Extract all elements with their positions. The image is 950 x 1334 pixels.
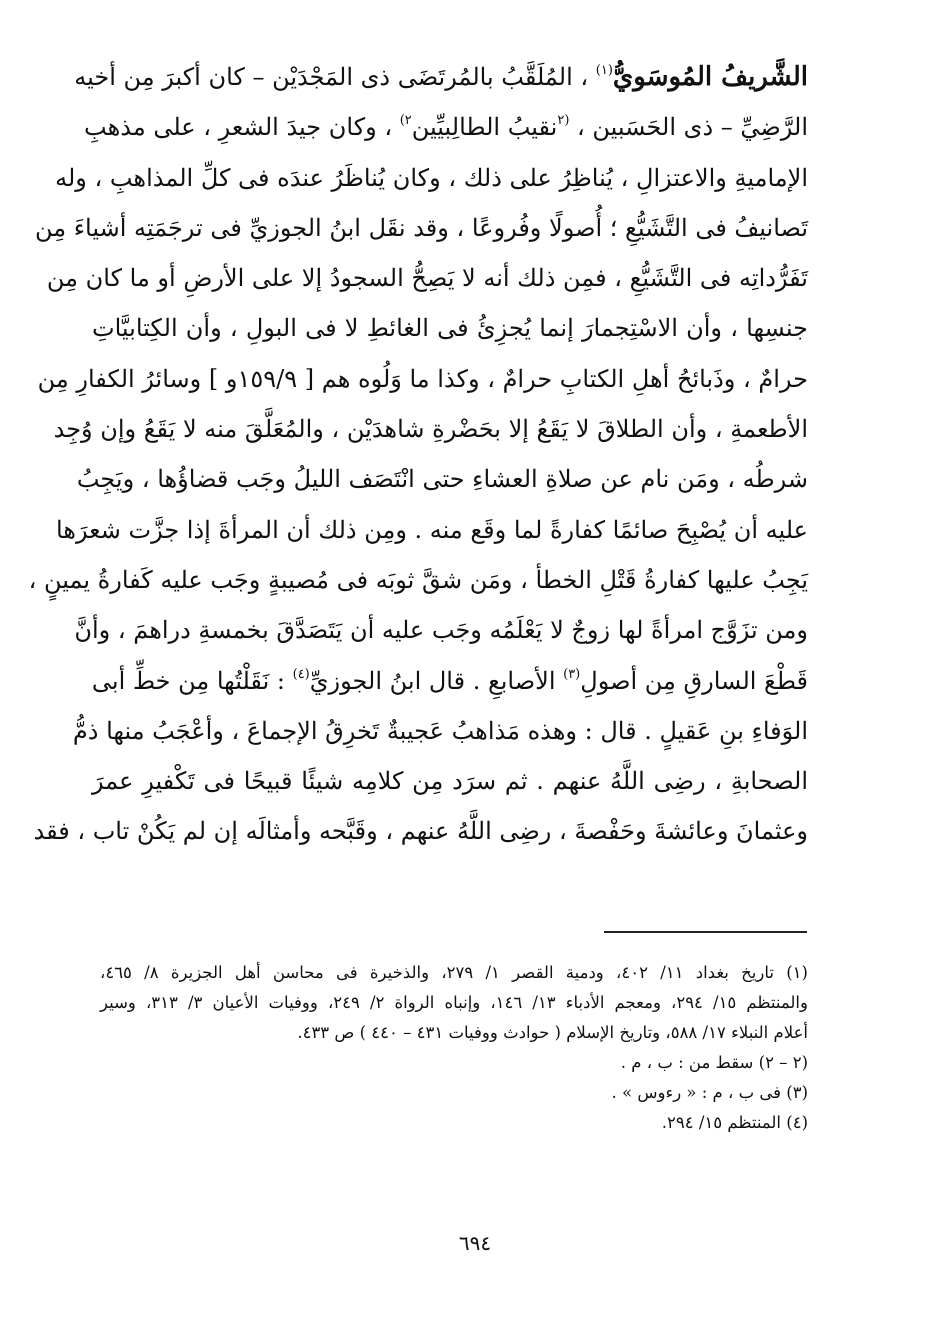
- text-line: قَطْعَ السارقِ مِن أصولِ$^{(٣)}$ الأصابعِ . قال ابنُ الجوزيِّ$^{(٤)}$ : نَقَلْتُها مِن خطِّ أبى: [91, 666, 808, 695]
- text-line: الأطعمةِ ، وأن الطلاقَ لا يَقَعُ إلا بحَضْرةِ شاهدَيْن ، والمُعَلَّقَ منه لا يَقَعُ وإن وُجِد: [53, 415, 808, 444]
- footnote-divider: [604, 931, 807, 933]
- text-line: الشَّريفُ المُوسَويُّ$^{(١)}$ ، المُلَقَّبُ بالمُرتَضَى ذى المَجْدَيْن – كان أكبرَ مِن أخيه: [74, 62, 808, 92]
- footnote-marker: ٢): [399, 113, 412, 129]
- main-text: [28, 52, 808, 857]
- footnote-line: (٣) فى ب ، م : « رءوس » .: [611, 1083, 808, 1102]
- footnote-marker: (٣): [563, 666, 581, 682]
- text-line: الرَّضِيِّ – ذى الحَسَبين ، $^{(٢}$نقيبُ الطالِبيِّين$^{٢)}$ ، وكان جيدَ الشعرِ ، على مذهبِ: [84, 113, 808, 142]
- text-line: حرامٌ ، وذَبائحُ أهلِ الكتابِ حرامٌ ، وكذا ما وَلُوه هم [ ٩/‏١٥٩و ] وسائرُ الكفارِ مِن: [37, 364, 808, 393]
- footnote-line: أعلام النبلاء ١٧/ ٥٨٨، وتاريخ الإسلام ( حوادث ووفيات ٤٣١ – ٤٤٠ ) ص ٤٣٣.: [297, 1023, 808, 1042]
- text-line: تَصانيفُ فى التَّشَيُّعِ ؛ أُصولًا وفُروعًا ، وقد نقَل ابنُ الجوزيِّ فى ترجَمَتِه أشياءَ مِن: [34, 213, 808, 242]
- footnote-line: (٤) المنتظم ١٥/ ٢٩٤.: [661, 1113, 808, 1132]
- text-line: تَفَرُّداتِه فى التَّشَيُّعِ ، فمِن ذلك أنه لا يَصِحُّ السجودُ إلا على الأرضِ أو ما كان مِن: [46, 264, 808, 293]
- footnote-line: والمنتظم ١٥/ ٢٩٤، ومعجم الأدباء ١٣/ ١٤٦، وإنباه الرواة ٢/ ٢٤٩، ووفيات الأعيان ٣/ ٣١٣، وسير: [100, 993, 808, 1012]
- footnote-marker: (١): [595, 63, 613, 78]
- text-line: عليه أن يُصْبِحَ صائمًا كفارةً لما وقَع منه . ومِن ذلك أن المرأةَ إذا جزَّت شعرَها: [55, 515, 808, 544]
- text-line: يَجِبُ عليها كفارةُ قَتْلِ الخطأ ، ومَن شقَّ ثوبَه فى مُصيبةٍ وجَب عليه كَفارةُ يمينٍ ،: [28, 565, 808, 594]
- text-line: ومن تزَوَّج امرأةً لها زوجٌ لا يَعْلَمُه وجَب عليه أن يَتَصَدَّقَ بخمسةِ دراهمَ ، وأنَّ: [74, 616, 808, 645]
- text-line: وعثمانَ وعائشةَ وحَفْصةَ ، رضِى اللَّهُ عنهم ، وقَبَّحه وأمثالَه إن لم يَكُنْ تاب ، فقد: [33, 817, 808, 846]
- footnote-line: (١) تاريخ بغداد ١١/ ٤٠٢، ودمية القصر ١/ ٢٧٩، والذخيرة فى محاسن أهل الجزيرة ٨/ ٤٦٥،: [100, 963, 808, 982]
- page-number: ٦٩٤: [458, 1231, 492, 1255]
- text-line: الإماميةِ والاعتزالِ ، يُناظِرُ على ذلك ، وكان يُناظَرُ عندَه فى كلِّ المذاهبِ ، وله: [55, 163, 808, 192]
- name-heading: الشَّريفُ المُوسَويُّ: [612, 62, 808, 92]
- text-line: الصحابةِ ، رضِى اللَّهُ عنهم . ثم سرَد مِن كلامِه شيئًا قبيحًا فى تَكْفيرِ عمرَ: [92, 767, 808, 796]
- footnote-marker: (٤): [292, 666, 310, 682]
- text-line: جنسِها ، وأن الاسْتِجمارَ إنما يُجزِئُ فى الغائطِ لا فى البولِ ، وأن الكِتابيَّاتِ: [92, 314, 808, 343]
- footnote-line: (٢ – ٢) سقط من : ب ، م .: [620, 1053, 808, 1072]
- text-line: شرطُه ، ومَن نام عن صلاةِ العشاءِ حتى انْتَصَف الليلُ وجَب قضاؤُها ، ويَجِبُ: [76, 465, 808, 494]
- footnotes: [100, 958, 808, 1138]
- text-line: الوَفاءِ بنِ عَقيلٍ . قال : وهذه مَذاهبُ عَجيبةٌ تَخرِقُ الإجماعَ ، وأعْجَبُ منها ذمُّ: [72, 716, 808, 745]
- footnote-marker: (٢: [557, 113, 570, 129]
